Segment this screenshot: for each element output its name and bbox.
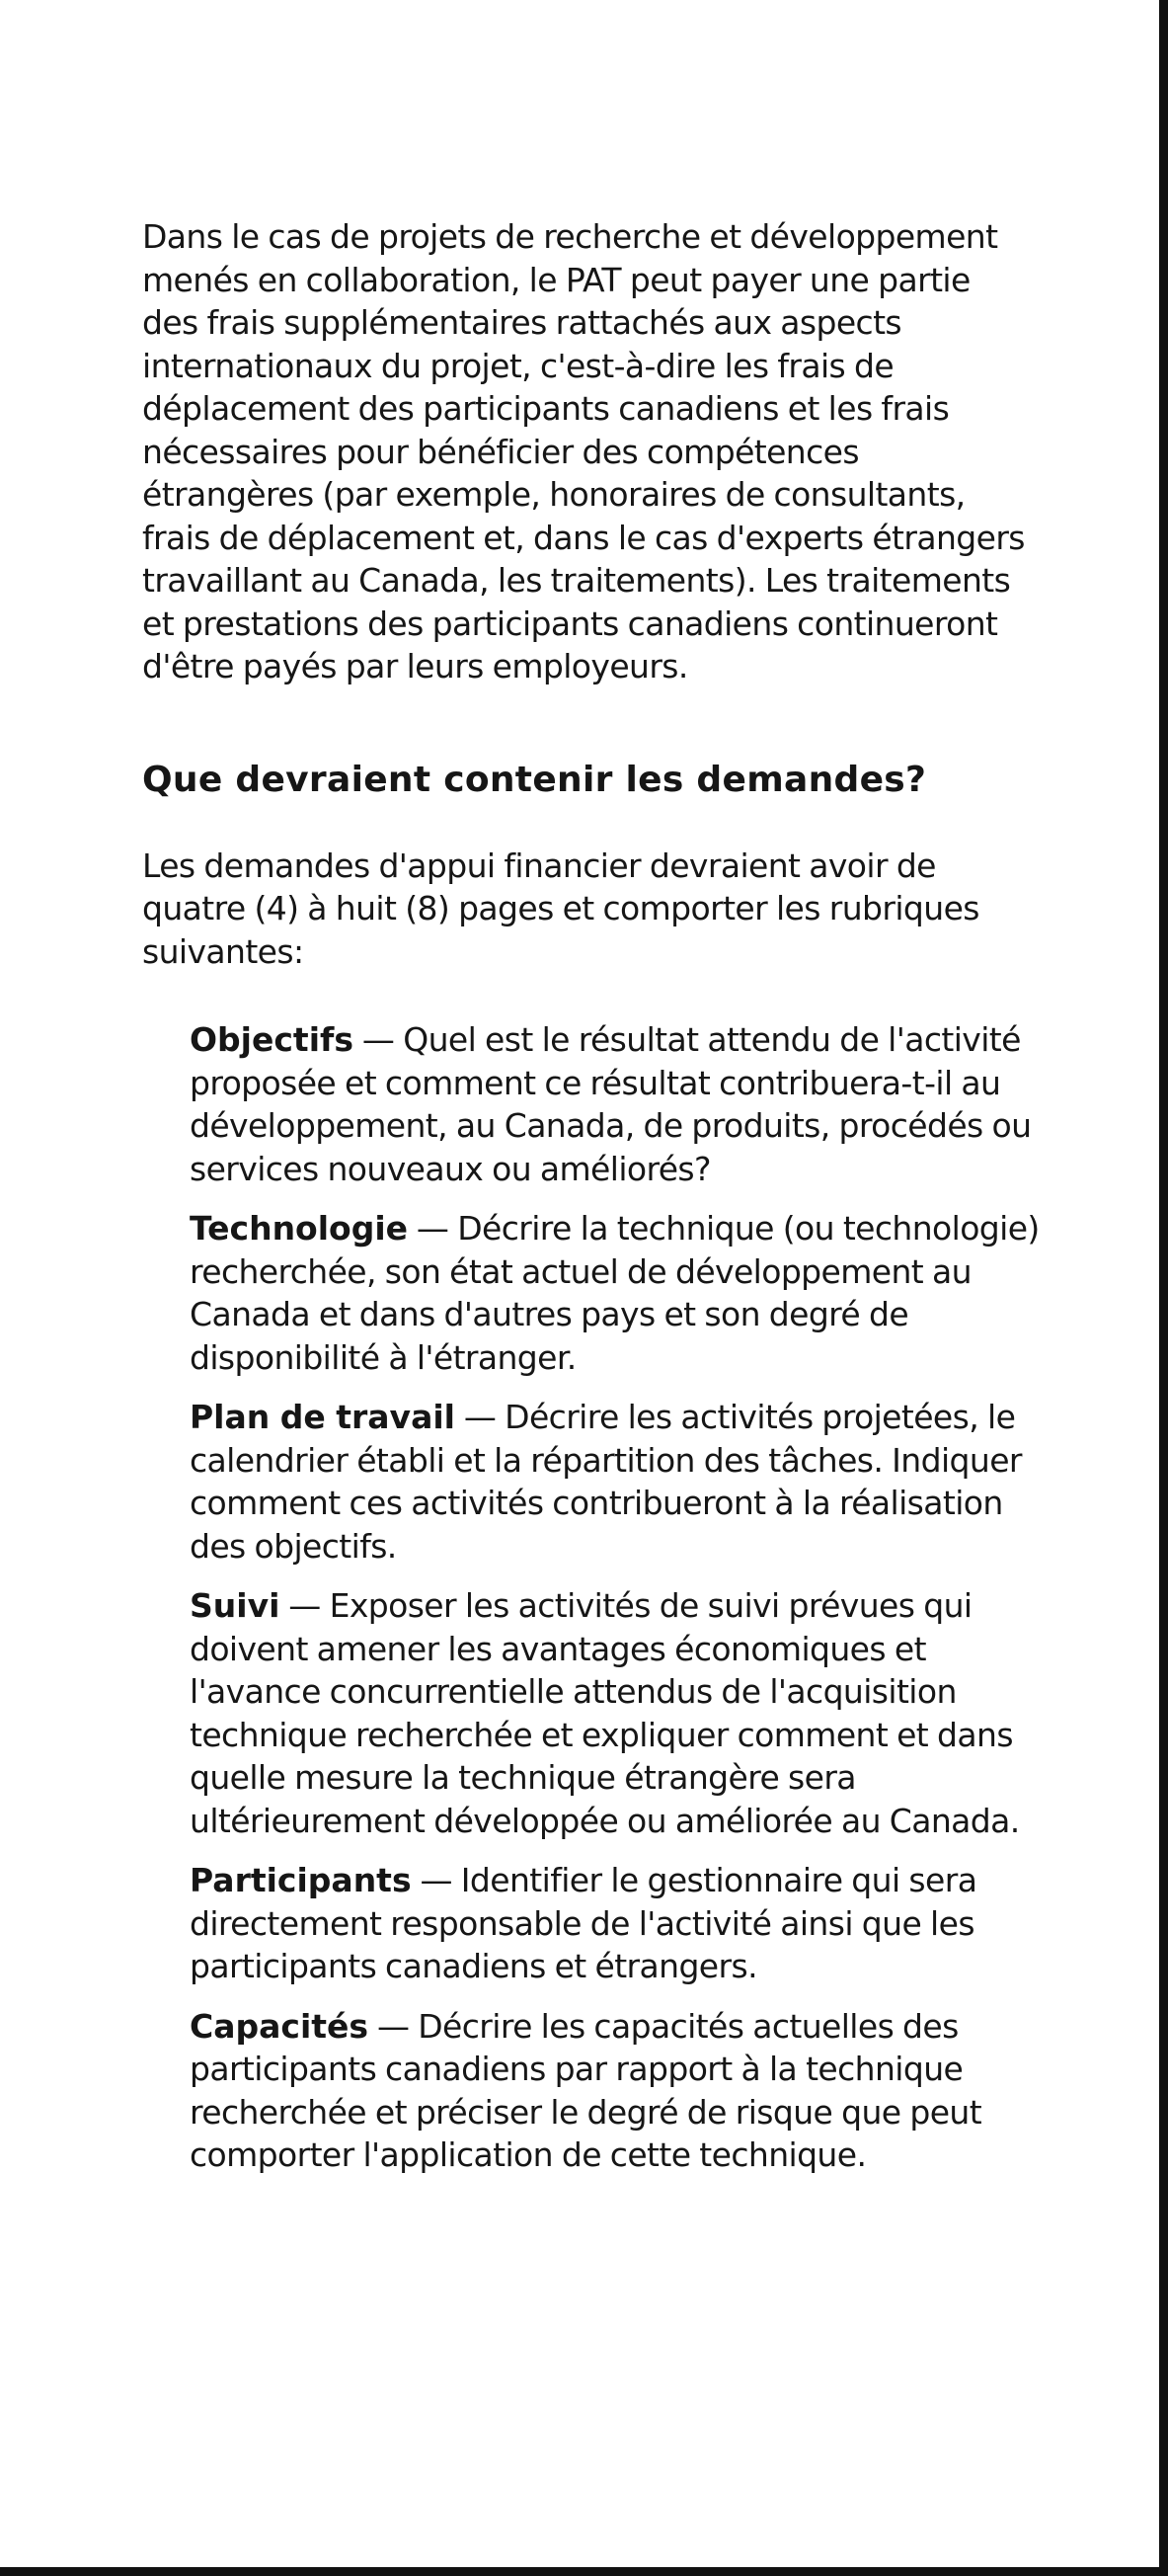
rubrique-text: Décrire les activités projetées, le calendrier établi et la répartition des tâches. Indiquer comment ces activités contribueront à la réalisation des objectifs. (190, 1398, 1022, 1566)
rubrique-participants (190, 1859, 1058, 1988)
rubrique-term: Participants (190, 1861, 412, 1899)
rubrique-technologie (190, 1207, 1058, 1379)
rubrique-text: Exposer les activités de suivi prévues qui doivent amener les avantages économiques et l'avance concurrentielle attendus de l'acquisition technique recherchée et expliquer comment et dans quelle mesure la technique étrangère sera ultérieurement développée ou améliorée au Canada. (190, 1586, 1020, 1840)
em-dash-separator: — (279, 1586, 330, 1625)
rubrique-term: Suivi (190, 1586, 280, 1625)
rubrique-plan-de-travail (190, 1396, 1058, 1568)
rubrique-text: Quel est le résultat attendu de l'activité proposée et comment ce résultat contribuera-t-il au développement, au Canada, de produits, procédés ou services nouveaux ou améliorés? (190, 1020, 1032, 1188)
section-intro: Les demandes d'appui financier devraient avoir de quatre (4) à huit (8) pages et comporter les rubriques suivantes: (142, 845, 979, 971)
em-dash-separator: — (353, 1020, 404, 1059)
scan-right-edge (1159, 0, 1168, 2576)
rubrique-objectifs (190, 1018, 1058, 1190)
rubrique-term: Objectifs (190, 1020, 354, 1059)
rubrique-list (190, 1018, 1058, 2177)
intro-paragraph: Dans le cas de projets de recherche et développement menés en collaboration, le PAT peut payer une partie des frais supplémentaires rattachés aux aspects internationaux du projet, c'est-à-dire les frais de déplacement des participants canadiens et les frais nécessaires pour bénéficier des compétences étrangères (par exemple, honoraires de consultants, frais de déplacement et, dans le cas d'experts étrangers travaillant au Canada, les traitements). Les traitements et prestations des participants canadiens continueront d'être payés par leurs employeurs. (142, 217, 1025, 685)
rubrique-term: Capacités (190, 2006, 369, 2046)
em-dash-separator: — (408, 1209, 458, 1248)
rubrique-term: Plan de travail (190, 1398, 455, 1436)
section-heading: Que devraient contenir les demandes? (142, 759, 927, 800)
scan-bottom-edge (0, 2567, 1168, 2576)
document-body (142, 215, 1040, 2194)
rubrique-suivi (190, 1584, 1058, 1842)
em-dash-separator: — (411, 1861, 461, 1899)
rubrique-term: Technologie (190, 1209, 409, 1248)
em-dash-separator: — (454, 1398, 506, 1436)
em-dash-separator: — (368, 2006, 419, 2046)
rubrique-capacites (190, 2005, 1058, 2177)
rubrique-text: Décrire les capacités actuelles des participants canadiens par rapport à la technique recherchée et préciser le degré de risque que peut comporter l'application de cette technique. (190, 2006, 982, 2174)
rubrique-text: Décrire la technique (ou technologie) recherchée, son état actuel de développement au Canada et dans d'autres pays et son degré de disponibilité à l'étranger. (190, 1209, 1040, 1377)
rubrique-text: Identifier le gestionnaire qui sera directement responsable de l'activité ainsi que les participants canadiens et étrangers. (190, 1861, 977, 1985)
